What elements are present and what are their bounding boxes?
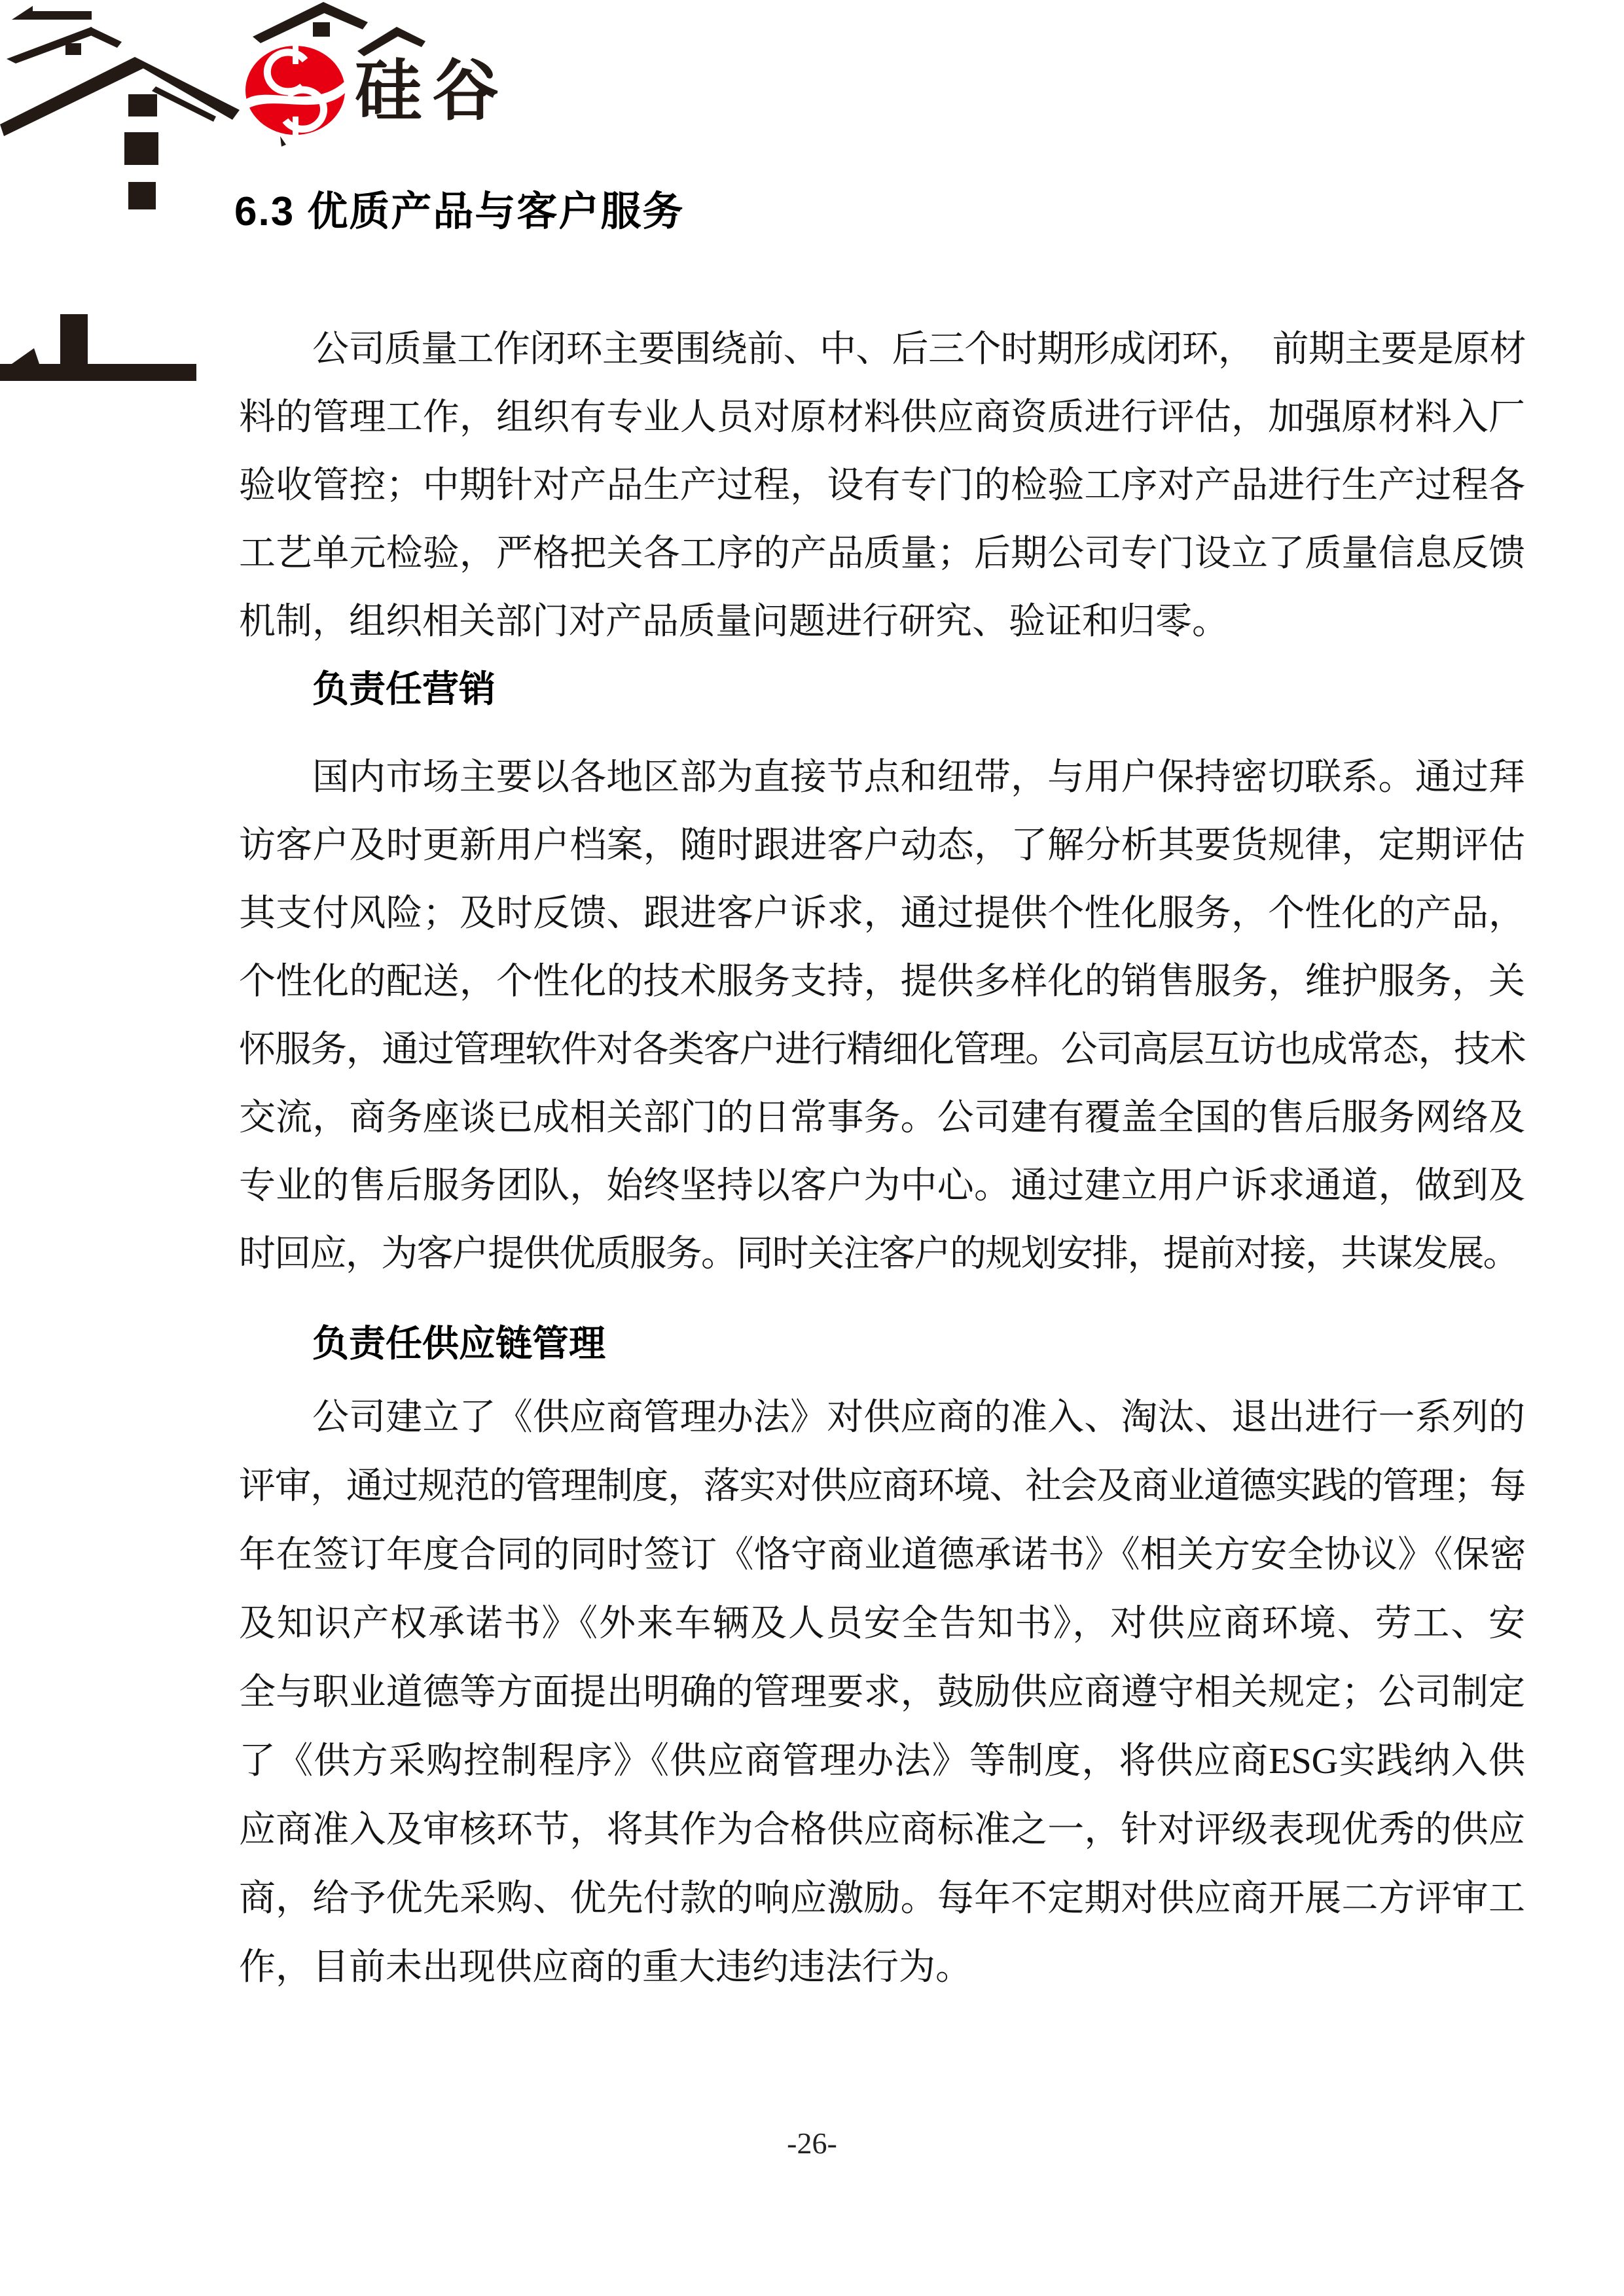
text-line: 交流，商务座谈已成相关部门的日常事务。公司建有覆盖全国的售后服务网络及 (239, 1098, 1525, 1138)
text-line: 作，目前未出现供应商的重大违约违法行为。 (239, 1947, 972, 1988)
text-line: 料的管理工作，组织有专业人员对原材料供应商资质进行评估，加强原材料入厂 (239, 397, 1525, 438)
text-line: 评审，通过规范的管理制度，落实对供应商环境、社会及商业道德实践的管理；每 (239, 1466, 1525, 1507)
brand-text: 硅谷 (355, 54, 509, 128)
paragraph-responsible-marketing (239, 744, 1525, 1288)
page-number: -26- (787, 2126, 837, 2160)
text-line: 其支付风险；及时反馈、跟进客户诉求，通过提供个性化服务，个性化的产品， (239, 893, 1525, 934)
paragraph-quality-loop (239, 315, 1525, 656)
text-line: 专业的售后服务团队，始终坚持以客户为中心。通过建立用户诉求通道，做到及 (239, 1166, 1525, 1206)
text-line: 验收管控；中期针对产品生产过程，设有专门的检验工序对产品进行生产过程各 (239, 465, 1525, 506)
text-line: 时回应，为客户提供优质服务。同时关注客户的规划安排，提前对接，共谋发展。 (239, 1234, 1519, 1274)
text-line: 全与职业道德等方面提出明确的管理要求，鼓励供应商遵守相关规定；公司制定 (239, 1672, 1525, 1713)
text-line: 年在签订年度合同的同时签订《恪守商业道德承诺书》《相关方安全协议》《保密 (239, 1535, 1525, 1575)
subheading-responsible-supply-chain: 负责任供应链管理 (312, 1324, 605, 1365)
text-line: 公司质量工作闭环主要围绕前、中、后三个时期形成闭环， 前期主要是原材 (312, 329, 1525, 370)
text-line: 了《供方采购控制程序》《供应商管理办法》等制度，将供应商ESG实践纳入供 (239, 1741, 1525, 1782)
text-line: 应商准入及审核环节，将其作为合格供应商标准之一，针对评级表现优秀的供应 (239, 1810, 1525, 1850)
text-line: 个性化的配送，个性化的技术服务支持，提供多样化的销售服务，维护服务，关 (239, 961, 1525, 1002)
text-line: 国内市场主要以各地区部为直接节点和纽带，与用户保持密切联系。通过拜 (312, 757, 1525, 798)
text-line: 怀服务，通过管理软件对各类客户进行精细化管理。公司高层互访也成常态，技术 (239, 1030, 1525, 1070)
text-line: 及知识产权承诺书》《外来车辆及人员安全告知书》，对供应商环境、劳工、安 (239, 1604, 1525, 1644)
text-line: 访客户及时更新用户档案，随时跟进客户动态，了解分析其要货规律，定期评估 (239, 825, 1525, 866)
paragraph-responsible-supply-chain (239, 1384, 1525, 2002)
subheading-responsible-marketing: 负责任营销 (312, 670, 496, 710)
text-line: 商，给予优先采购、优先付款的响应激励。每年不定期对供应商开展二方评审工 (239, 1878, 1525, 1919)
text-line: 公司建立了《供应商管理办法》对供应商的准入、淘汰、退出进行一系列的 (312, 1397, 1525, 1438)
text-line: 工艺单元检验，严格把关各工序的产品质量；后期公司专门设立了质量信息反馈 (239, 533, 1525, 574)
s-emblem-icon (245, 46, 345, 136)
text-line: 机制，组织相关部门对产品质量问题进行研究、验证和归零。 (239, 601, 1229, 642)
section-heading: 6.3 优质产品与客户服务 (234, 189, 685, 234)
